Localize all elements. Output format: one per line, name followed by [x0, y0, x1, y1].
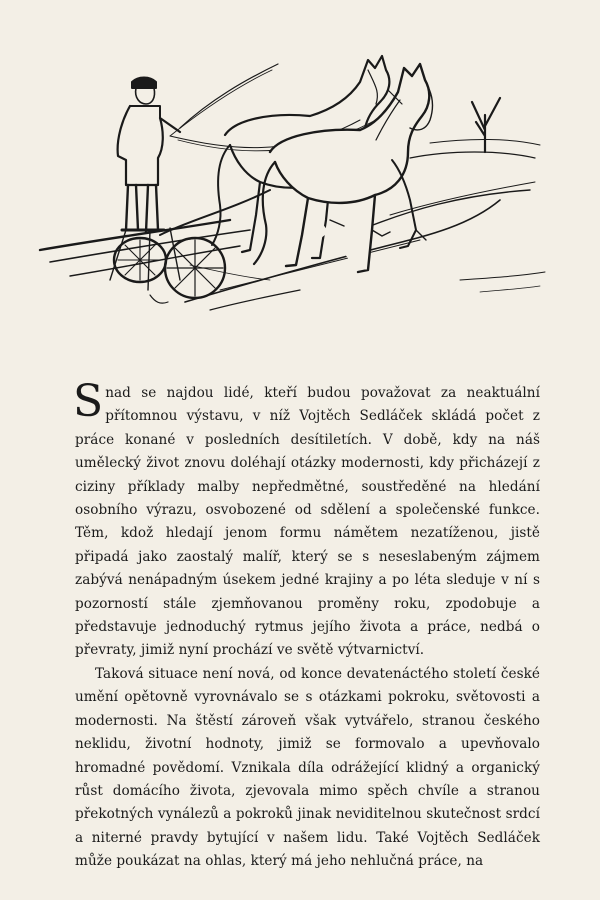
paragraph-1	[73, 376, 540, 663]
drop-cap: S	[73, 376, 104, 427]
article-text	[73, 376, 540, 874]
farmer-with-horse-drawn-rake-icon	[30, 40, 560, 320]
paragraph-2: Taková situace není nová, od konce devatenáctého století české umění opětovně vyrovnávalo se s otázkami pokroku, světovosti a modernosti. Na štěstí zároveň však vytvářelo, stranou českého neklidu, životní hodnoty, jimiž se formovalo a upevňovalo hromadné povědomí. Vznikala díla odrážející klidný a organický růst domácího života, zjevovala mimo spěch chvíle a stranou překotných vynálezů a pokroků jinak neviditelnou skutečnost srdcí a niterné pravdy bytující v našem lidu. Také Vojtěch Sedláček může poukázat na ohlas, který má jeho nehlučná práce, na	[75, 665, 540, 870]
paragraph-1-text: nad se najdou lidé, kteří budou považovat za neaktuální přítomnou výstavu, v níž Vojtěch Sedláček skládá počet z práce konané v posledních desítiletích. V době, kdy na náš umělecký život znovu doléhají otázky modernosti, kdy přicházejí z ciziny příklady malby nepředmětné, soustředěné na hledání osobního výrazu, osvobozené od sdělení a společenské funkce. Těm, kdož hledají jenom formu námětem nezatíženou, jistě připadá jako zaostalý malíř, který se s neseslabeným zájmem zabývá nenápadným úsekem jedné krajiny a po léta sleduje v ní s pozorností stále zjemňovanou proměny roku, zpodobuje a představuje jednoduchý rytmus jejího života a práce, nedbá o převraty, jimiž nyní prochází ve světě výtvarnictví.	[75, 385, 540, 659]
